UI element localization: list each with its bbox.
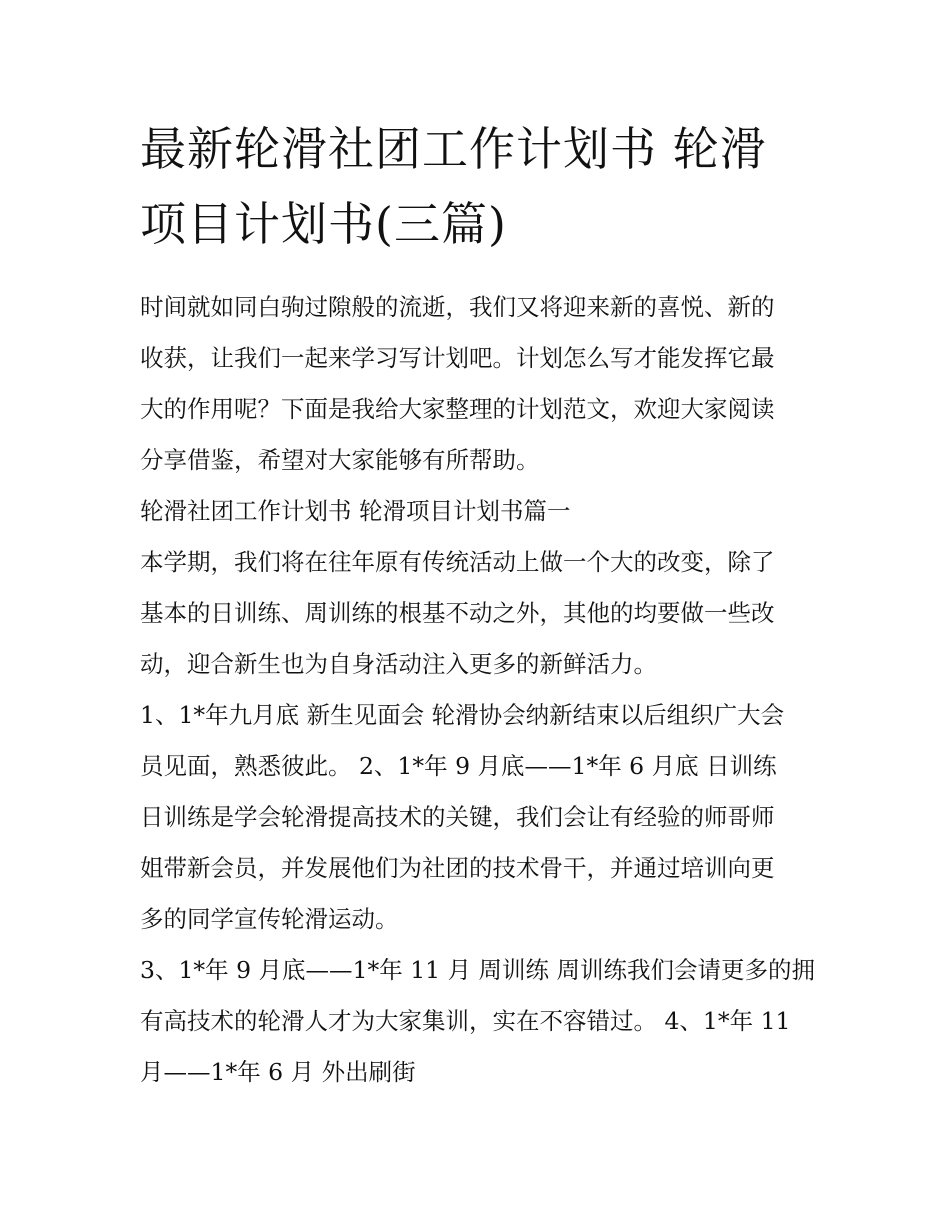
body-line: 姐带新会员，并发展他们为社团的技术骨干，并通过培训向更 bbox=[140, 854, 775, 882]
body-line: 月——1*年 6 月 外出刷街 bbox=[140, 1058, 416, 1086]
title-line-2: 项目计划书(三篇) bbox=[140, 197, 507, 251]
body-line: 多的同学宣传轮滑运动。 bbox=[140, 905, 399, 933]
body-line: 时间就如同白驹过隙般的流逝，我们又将迎来新的喜悦、新的 bbox=[140, 293, 775, 321]
body-line: 分享借鉴，希望对大家能够有所帮助。 bbox=[140, 446, 540, 474]
body-line: 大的作用呢？下面是我给大家整理的计划范文，欢迎大家阅读 bbox=[140, 395, 775, 423]
document-body bbox=[140, 282, 820, 1098]
body-line: 有高技术的轮滑人才为大家集训，实在不容错过。 4、1*年 11 bbox=[140, 1007, 791, 1035]
body-line: 1、1*年九月底 新生见面会 轮滑协会纳新结束以后组织广大会 bbox=[140, 701, 785, 729]
body-line: 动，迎合新生也为自身活动注入更多的新鲜活力。 bbox=[140, 650, 657, 678]
body-line: 基本的日训练、周训练的根基不动之外，其他的均要做一些改 bbox=[140, 599, 775, 627]
body-line: 3、1*年 9 月底——1*年 11 月 周训练 周训练我们会请更多的拥 bbox=[140, 956, 816, 984]
body-line: 员见面，熟悉彼此。 2、1*年 9 月底——1*年 6 月底 日训练 bbox=[140, 752, 777, 780]
document-title bbox=[140, 112, 820, 262]
body-line: 收获，让我们一起来学习写计划吧。计划怎么写才能发挥它最 bbox=[140, 344, 775, 372]
title-line-1: 最新轮滑社团工作计划书 轮滑 bbox=[140, 122, 767, 176]
body-line: 日训练是学会轮滑提高技术的关键，我们会让有经验的师哥师 bbox=[140, 803, 775, 831]
body-line: 本学期，我们将在往年原有传统活动上做一个大的改变，除了 bbox=[140, 548, 775, 576]
section-heading: 轮滑社团工作计划书 轮滑项目计划书篇一 bbox=[140, 497, 571, 525]
